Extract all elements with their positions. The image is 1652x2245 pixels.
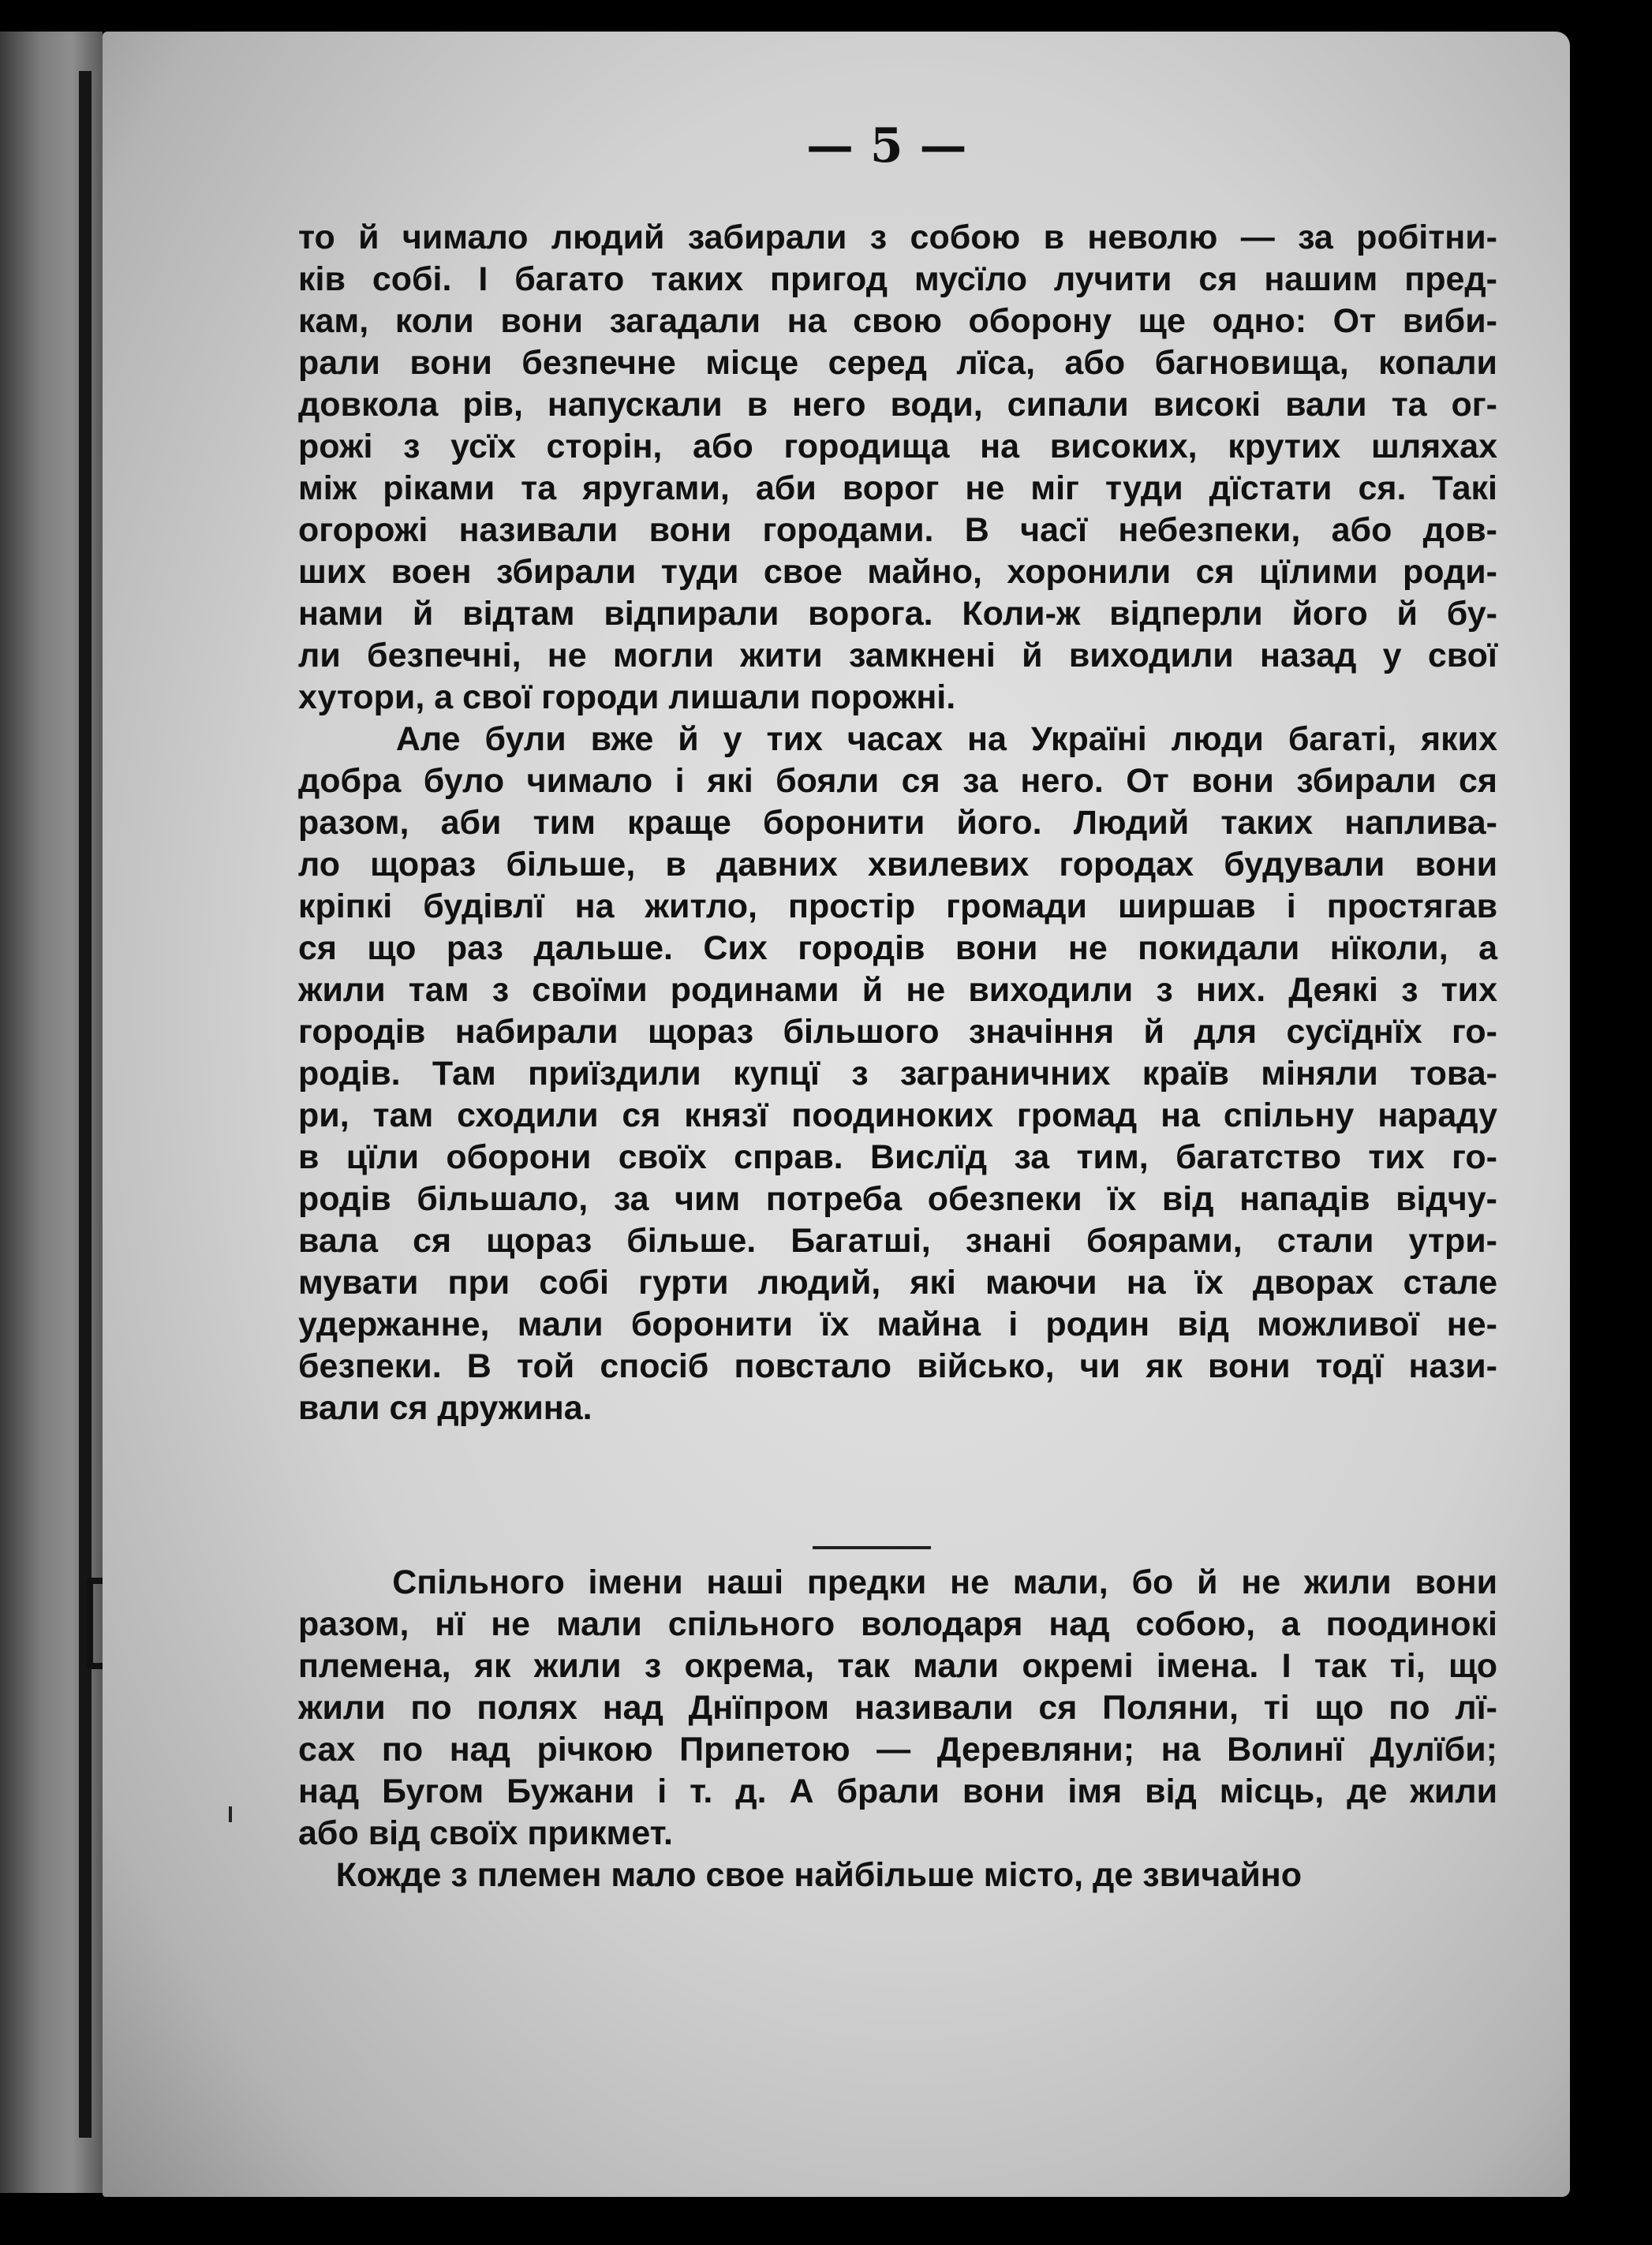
text-line: разом, нї не мали спільного володаря над собою, а поодинокі — [298, 1605, 1497, 1643]
paragraph-2 — [298, 719, 1497, 1429]
text-line: Але були вже й у тих часах на Україні люди багаті, яких — [298, 720, 1497, 758]
text-line: ри, там сходили ся князї поодиноких громад на спільну нараду — [298, 1096, 1497, 1134]
text-line: племена, як жили з окрема, так мали окремі імена. І так ті, що — [298, 1647, 1497, 1685]
text-line: безпеки. В той спосіб повстало військо, чи як вони тодї нази- — [298, 1347, 1497, 1385]
paragraph-1 — [298, 217, 1497, 719]
text-line: вала ся щораз більше. Багатші, знані боярами, стали утри- — [298, 1222, 1497, 1260]
text-line: ся що раз дальше. Сих городів вони не покидали нїколи, а — [298, 929, 1497, 967]
text-line: рожі з усїх сторін, або городища на високих, крутих шляхах — [298, 428, 1497, 465]
text-line: ло щораз більше, в давних хвилевих городах будували вони — [298, 846, 1497, 883]
text-line: добра було чимало і які бояли ся за него. От вони збирали ся — [298, 762, 1497, 800]
text-line: або від своїх прикмет. — [298, 1814, 673, 1852]
text-line: Кожде з племен мало свое найбільше місто, де звичайно — [298, 1856, 1302, 1894]
text-line: кам, коли вони загадали на свою оборону ще одно: От виби- — [298, 302, 1497, 340]
book-spine — [79, 71, 92, 2138]
text-line: родів більшало, за чим потреба обезпеки їх від нападів відчу- — [298, 1180, 1497, 1218]
text-line: Спільного імени наші предки не мали, бо й не жили вони — [298, 1563, 1497, 1601]
paragraph-4 — [298, 1855, 1497, 1896]
text-line: удержанне, мали боронити їх майна і родин від можливої не- — [298, 1306, 1497, 1343]
text-line: разом, аби тим краще боронити його. Людий таких наплива- — [298, 804, 1497, 842]
text-line: над Бугом Бужани і т. д. А брали вони імя від місць, де жили — [298, 1772, 1497, 1810]
text-line: жили по полях над Днїпром називали ся Поляни, ті що по лї- — [298, 1689, 1497, 1727]
text-line: то й чимало людий забирали з собою в неволю — за робітни- — [298, 219, 1497, 256]
page-number: — 5 — — [806, 118, 967, 174]
text-line: сах по над річкою Припетою — Деревляни; на Волинї Дулїби; — [298, 1731, 1497, 1769]
text-line: кріпкі будівлї на житло, простір громади ширшав і простягав — [298, 887, 1497, 925]
text-line: родів. Там приїздили купцї з заграничних країв міняли това- — [298, 1055, 1497, 1093]
margin-mark — [229, 1806, 232, 1822]
text-line: рали вони безпечне місце серед лїса, або багновища, копали — [298, 344, 1497, 382]
text-line: жили там з своїми родинами й не виходили з них. Деякі з тих — [298, 971, 1497, 1009]
text-line: городів набирали щораз більшого значіння й для сусїднїх го- — [298, 1013, 1497, 1051]
text-line: ших воен збирали туди свое майно, хоронили ся цїлими роди- — [298, 553, 1497, 591]
text-line: хутори, а свої городи лишали порожні. — [298, 678, 956, 716]
text-line: між ріками та яругами, аби ворог не міг туди дїстати ся. Такі — [298, 469, 1497, 507]
text-line: мувати при собі гурти людий, які маючи на їх дворах стале — [298, 1264, 1497, 1302]
text-line: ли безпечні, не могли жити замкнені й виходили назад у свої — [298, 637, 1497, 674]
paragraph-3 — [298, 1562, 1497, 1855]
section-divider — [813, 1546, 931, 1549]
text-block-bottom — [298, 1562, 1497, 1896]
text-line: вали ся дружина. — [298, 1389, 592, 1427]
text-line: ків собі. І багато таких пригод мусїло лучити ся нашим пред- — [298, 260, 1497, 298]
text-line: довкола рів, напускали в него води, сипали високі вали та ог- — [298, 386, 1497, 424]
text-line: огорожі називали вони городами. В часї небезпеки, або дов- — [298, 511, 1497, 549]
text-line: нами й відтам відпирали ворога. Коли-ж відперли його й бу- — [298, 595, 1497, 633]
text-line: в цїли оборони своїх справ. Вислїд за тим, багатство тих го- — [298, 1138, 1497, 1176]
text-block-top — [298, 217, 1497, 1429]
